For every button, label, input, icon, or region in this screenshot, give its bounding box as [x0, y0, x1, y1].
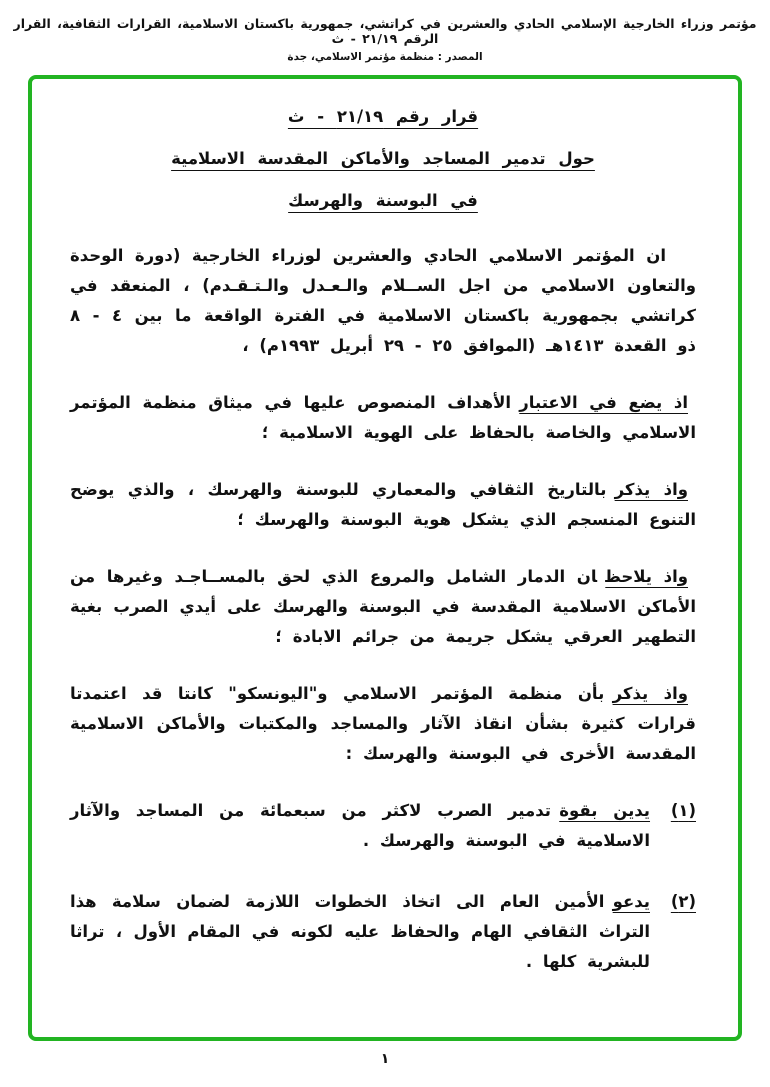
- clause-paragraph-4: [70, 679, 696, 769]
- item-text-2: [70, 887, 650, 977]
- item-number-1: (١): [670, 801, 696, 821]
- title-line-1: قرار رقم ٢١/١٩ - ث: [287, 107, 479, 126]
- clause-lead-1: اذ يضع في الاعتبار: [519, 393, 688, 413]
- header-line-2: المصدر : منظمة مؤتمر الاسلامي، جدة: [287, 51, 483, 63]
- scan-header: [0, 0, 770, 63]
- clause-lead-2: واذ يذكر: [614, 480, 688, 500]
- clause-text-3: ان الدمار الشامل والمروع الذي لحق بالمســاجـد وغيرها من الأماكن الاسلامية المقدسة في البوسنة والهرسك على أيدي الصرب بغية التطهير العرقي يشكل جريمة من جرائم الابادة ؛: [70, 567, 696, 647]
- item-text-1: [70, 796, 650, 856]
- header-line-1: مؤتمر وزراء الخارجية الإسلامي الحادي والعشرين في كراتشي، جمهورية باكستان الاسلامية، القرارات الثقافية، القرار الرقم ٢١/١٩ - ث: [13, 16, 757, 46]
- title-line-2: حول تدمير المساجد والأماكن المقدسة الاسلامية: [171, 148, 595, 168]
- item-number-2: (٢): [670, 891, 696, 911]
- clause-text-1: الأهداف المنصوص عليها في ميثاق منظمة المؤتمر الاسلامي والخاصة بالحفاظ على الهوية الاسلامية ؛: [70, 393, 696, 443]
- document-frame: [28, 75, 742, 1041]
- clause-paragraph-3: [70, 562, 696, 652]
- page-number: ١: [380, 1050, 390, 1067]
- preamble-paragraph: ان المؤتمر الاسلامي الحادي والعشرين لوزراء الخارجية (دورة الوحدة والتعاون الاسلامي من اجل الســلام والـعـدل والـتـقـدم) ، المنعقد في كراتشي بجمهورية باكستان الاسلامية في الفترة الواقعة ما بين ٤ - ٨ ذو القعدة ١٤١٣هـ (الموافق ٢٥ - ٢٩ أبريل ١٩٩٣م) ،: [70, 246, 696, 356]
- resolution-item-2: [70, 887, 696, 977]
- clause-lead-4: واذ يذكر: [612, 684, 688, 704]
- item-lead-2: يدعو: [612, 891, 650, 911]
- clause-paragraph-1: [70, 388, 696, 448]
- clause-lead-3: واذ يلاحظ: [605, 567, 688, 587]
- title-line-3: في البوسنة والهرسك: [288, 190, 478, 210]
- item-body-1: تدمير الصرب لاكثر من سبعمائة من المساجد والآثار الاسلامية في البوسنة والهرسك .: [70, 801, 650, 851]
- resolution-item-1: [70, 796, 696, 856]
- resolution-title-block: [70, 105, 696, 213]
- item-body-2: الأمين العام الى اتخاذ الخطوات اللازمة لضمان سلامة هذا التراث الثقافي الهام والحفاظ عليه لكونه في المقام الأول ، تراثا للبشرية كلها .: [70, 891, 650, 971]
- clause-text-2: بالتاريخ الثقافي والمعماري للبوسنة والهرسك ، والذي يوضح التنوع المنسجم الذي يشكل هوية البوسنة والهرسك ؛: [70, 480, 696, 530]
- clause-paragraph-2: [70, 475, 696, 535]
- clause-text-4: بأن منظمة المؤتمر الاسلامي و"اليونسكو" كانتا قد اعتمدتا قرارات كثيرة بشأن انقاذ الآثار والمساجد والمكتبات والأماكن الاسلامية المقدسة الأخرى في البوسنة والهرسك :: [70, 684, 696, 764]
- item-lead-1: يدين بقوة: [559, 801, 651, 821]
